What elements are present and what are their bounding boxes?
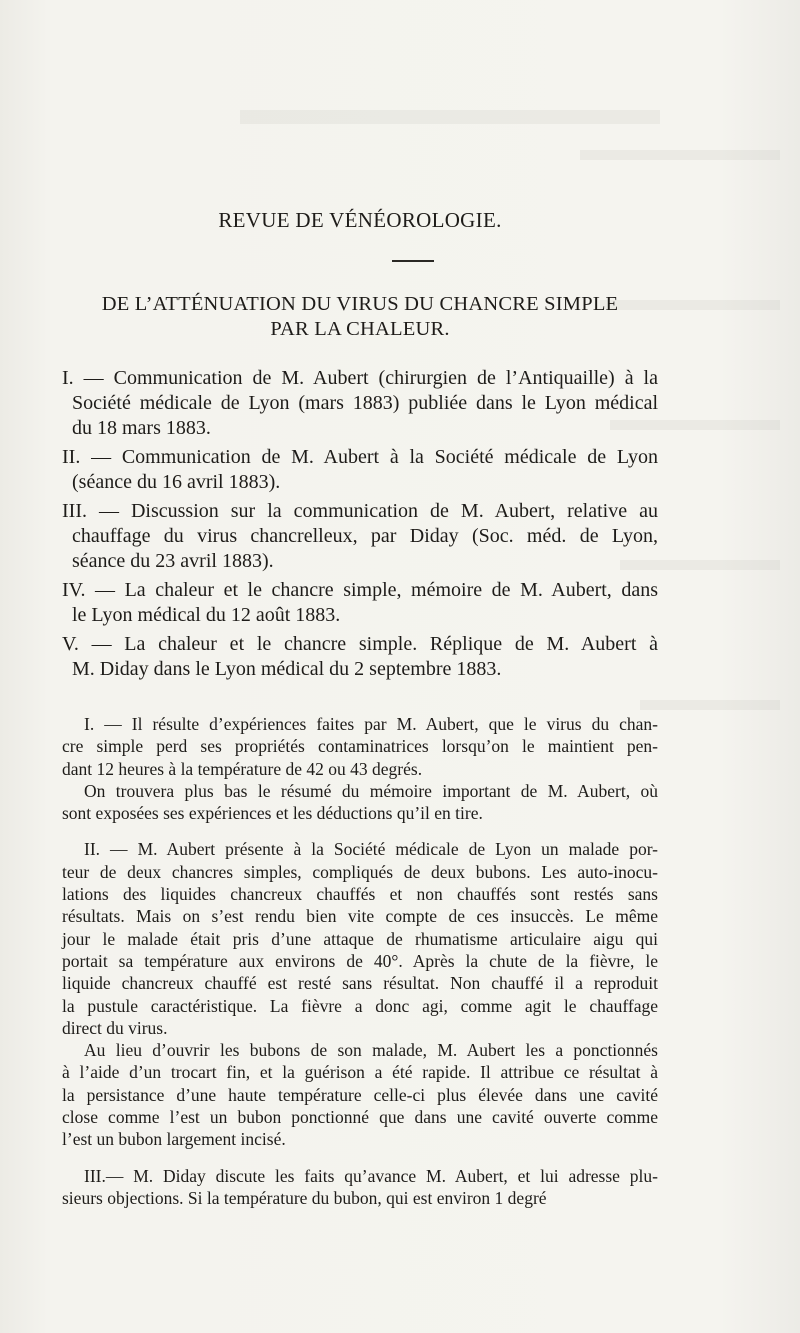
body-line: III.— M. Diday discute les faits qu’avance M. Aubert, et lui adresse plu- bbox=[84, 1165, 658, 1186]
body-line: teur de deux chancres simples, compliqués de deux bubons. Les auto-inocu- bbox=[62, 861, 658, 882]
body-line: sieurs objections. Si la température du bubon, qui est environ 1 degré bbox=[62, 1187, 547, 1208]
body-line: la persistance d’une haute température celle-ci plus élevée dans une cavité bbox=[62, 1084, 658, 1105]
reference-list bbox=[62, 366, 658, 686]
body-line: On trouvera plus bas le résumé du mémoire important de M. Aubert, où bbox=[84, 780, 658, 801]
body-line: la pustule caractéristique. La fièvre a donc agi, comme agit le chauffage bbox=[62, 995, 658, 1016]
body-line: dant 12 heures à la température de 42 ou 43 degrés. bbox=[62, 758, 423, 779]
body-line: l’est un bubon largement incisé. bbox=[62, 1129, 286, 1150]
body-line: jour le malade était pris d’une attaque de rhumatisme articulaire aigu qui bbox=[62, 928, 658, 949]
article-body bbox=[62, 713, 658, 1209]
reference-line: Société médicale de Lyon (mars 1883) publiée dans le Lyon médical bbox=[72, 392, 658, 414]
reference-line: chauffage du virus chancrelleux, par Diday (Soc. méd. de Lyon, bbox=[72, 525, 658, 547]
body-line: à l’aide d’un trocart fin, et la guérison a été rapide. Il attribue ce résultat à bbox=[62, 1062, 658, 1083]
article-title bbox=[62, 292, 658, 342]
reference-line: V. — La chaleur et le chancre simple. Réplique de M. Aubert à bbox=[62, 633, 658, 655]
body-paragraph bbox=[62, 1039, 658, 1150]
reference-line: III. — Discussion sur la communication de M. Aubert, relative au bbox=[62, 500, 658, 522]
body-line: liquide chancreux chauffé est resté sans résultat. Non chauffé il a reproduit bbox=[62, 973, 658, 994]
body-paragraph bbox=[62, 1165, 658, 1210]
reference-entry bbox=[62, 632, 658, 682]
body-line: I. — Il résulte d’expériences faites par M. Aubert, que le virus du chan- bbox=[84, 714, 658, 734]
article-title-line: PAR LA CHALEUR. bbox=[270, 318, 450, 340]
journal-title: REVUE DE VÉNÉOROLOGIE. bbox=[218, 208, 502, 232]
reference-entry bbox=[62, 366, 658, 441]
reference-entry bbox=[62, 578, 658, 628]
article-title-line: DE L’ATTÉNUATION DU VIRUS DU CHANCRE SIMPLE bbox=[101, 293, 619, 315]
reference-line: le Lyon médical du 12 août 1883. bbox=[72, 604, 341, 626]
body-paragraph bbox=[62, 838, 658, 1039]
body-paragraph bbox=[62, 713, 658, 780]
reference-line: I. — Communication de M. Aubert (chirurgien de l’Antiquaille) à la bbox=[62, 367, 658, 389]
reference-entry bbox=[62, 499, 658, 574]
reference-line: (séance du 16 avril 1883). bbox=[72, 471, 281, 493]
body-line: sont exposées ses expériences et les déductions qu’il en tire. bbox=[62, 803, 483, 824]
body-line: lations des liquides chancreux chauffés et non chauffés sont restés sans bbox=[62, 884, 658, 905]
body-line: portait sa température aux environs de 40°. Après la chute de la fièvre, le bbox=[62, 950, 658, 971]
body-line: cre simple perd ses propriétés contaminatrices lorsqu’on le maintient pen- bbox=[62, 736, 658, 757]
body-line: direct du virus. bbox=[62, 1017, 168, 1038]
reference-line: séance du 23 avril 1883). bbox=[72, 550, 274, 572]
reference-line: du 18 mars 1883. bbox=[72, 417, 211, 439]
reference-line: IV. — La chaleur et le chancre simple, mémoire de M. Aubert, dans bbox=[62, 579, 658, 601]
reference-line: M. Diday dans le Lyon médical du 2 septembre 1883. bbox=[72, 658, 502, 680]
reference-line: II. — Communication de M. Aubert à la Société médicale de Lyon bbox=[62, 446, 658, 468]
body-line: résultats. Mais on s’est rendu bien vite compte de ces insuccès. Le même bbox=[62, 906, 658, 927]
reference-entry bbox=[62, 445, 658, 495]
body-paragraph bbox=[62, 780, 658, 825]
title-divider bbox=[392, 260, 434, 262]
body-line: Au lieu d’ouvrir les bubons de son malade, M. Aubert les a ponctionnés bbox=[84, 1040, 658, 1061]
body-line: close comme l’est un bubon ponctionné que dans une cavité ouverte comme bbox=[62, 1107, 658, 1128]
body-line: II. — M. Aubert présente à la Société médicale de Lyon un malade por- bbox=[84, 839, 658, 860]
